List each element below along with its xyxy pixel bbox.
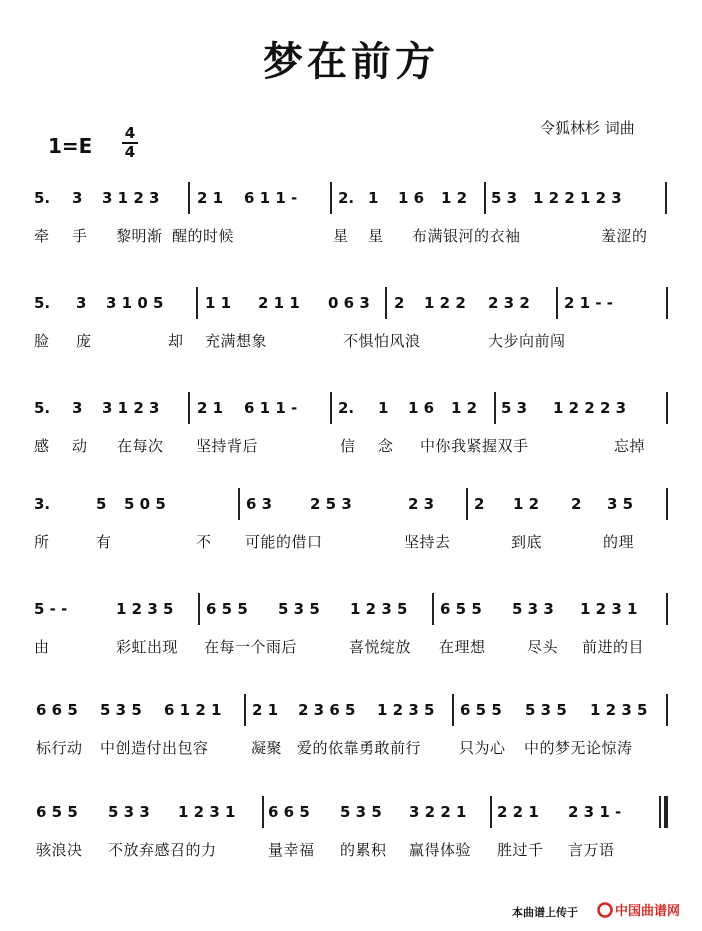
note-group: 1 1: [205, 294, 232, 312]
note-group: 5 3 5: [100, 701, 142, 719]
bar-line: [666, 593, 668, 625]
note-group: 5: [96, 495, 107, 513]
bar-line: [494, 392, 496, 424]
lyric: 信: [340, 437, 356, 455]
lyric: 尽头: [527, 638, 559, 656]
note-group: 3: [72, 189, 83, 207]
lyric: 中的梦无论惊涛: [524, 739, 633, 757]
lyric: 在每次: [117, 437, 164, 455]
note-group: 2: [571, 495, 582, 513]
note-group: 3 5: [607, 495, 634, 513]
lyric: 中你我紧握双手: [420, 437, 529, 455]
score-system-7: [0, 802, 702, 872]
lyric: 到底: [511, 533, 543, 551]
note-group: 6 1 2 1: [164, 701, 222, 719]
note-group: 2 1 - -: [564, 294, 613, 312]
lyric: 大步向前闯: [488, 332, 566, 350]
note-group: 5.: [34, 399, 51, 417]
lyric: 胜过千: [497, 841, 544, 859]
bar-line: [666, 287, 668, 319]
note-group: 3: [72, 399, 83, 417]
note-group: 1: [368, 189, 379, 207]
site-logo-mark: [597, 900, 689, 920]
lyric: 标行动: [36, 739, 83, 757]
lyric: 前进的目: [582, 638, 645, 656]
lyrics-line: [0, 331, 702, 353]
final-bar-line-thick: [664, 796, 668, 828]
note-group: 5 3 3: [108, 803, 150, 821]
lyric: 手: [72, 227, 88, 245]
note-group: 5 3 3: [512, 600, 554, 618]
lyric: 由: [34, 638, 50, 656]
note-group: 2 3 2: [488, 294, 530, 312]
time-signature: [122, 126, 138, 160]
lyric: 中创造付出包容: [100, 739, 209, 757]
site-logo: [597, 900, 689, 920]
lyrics-line: [0, 532, 702, 554]
note-group: 3 2 2 1: [409, 803, 467, 821]
note-group: 0 6 3: [328, 294, 370, 312]
lyric: 可能的借口: [245, 533, 323, 551]
score-system-1: [0, 188, 702, 258]
composer-credit: 令狐林杉 词曲: [540, 119, 635, 137]
note-group: 5.: [34, 189, 51, 207]
notes-line: [0, 700, 702, 728]
note-group: 2 1: [252, 701, 279, 719]
lyric: 言万语: [568, 841, 615, 859]
lyric: 有: [96, 533, 112, 551]
bar-line: [262, 796, 264, 828]
upload-note: 本曲谱上传于: [512, 906, 578, 919]
lyrics-line: [0, 436, 702, 458]
score-system-6: [0, 700, 702, 770]
bar-line: [452, 694, 454, 726]
note-group: 2 1: [197, 189, 224, 207]
note-group: 3 1 2 3: [102, 399, 160, 417]
lyric: 感: [34, 437, 50, 455]
lyric: 忘掉: [614, 437, 646, 455]
lyric: 念: [378, 437, 394, 455]
lyric: 羞涩的: [601, 227, 648, 245]
bar-line: [665, 182, 667, 214]
note-group: 6 5 5: [36, 803, 78, 821]
note-group: 1 2 3 1: [580, 600, 638, 618]
score-system-5: [0, 599, 702, 669]
lyric: 凝聚: [251, 739, 283, 757]
note-group: 2 3 1 -: [568, 803, 622, 821]
lyric: 所: [34, 533, 50, 551]
lyrics-line: [0, 226, 702, 248]
lyric: 却: [168, 332, 184, 350]
note-group: 6 1 1 -: [244, 399, 298, 417]
note-group: 1 2 3 5: [350, 600, 408, 618]
notes-line: [0, 494, 702, 522]
lyric: 骇浪决: [36, 841, 83, 859]
note-group: 1 2 3 5: [377, 701, 435, 719]
note-group: 1 2 3 1: [178, 803, 236, 821]
bar-line: [385, 287, 387, 319]
lyric: 量幸福: [268, 841, 315, 859]
note-group: 2: [474, 495, 485, 513]
lyric: 不放弃感召的力: [108, 841, 217, 859]
note-group: 5 - -: [34, 600, 68, 618]
note-group: 3 1 0 5: [106, 294, 164, 312]
time-signature-bottom: 4: [124, 143, 136, 161]
lyric: 喜悦绽放: [349, 638, 412, 656]
lyric: 赢得体验: [409, 841, 472, 859]
lyrics-line: [0, 840, 702, 862]
note-group: 1 2: [513, 495, 540, 513]
note-group: 6 5 5: [440, 600, 482, 618]
bar-line: [238, 488, 240, 520]
note-group: 2 1 1: [258, 294, 300, 312]
bar-line: [330, 182, 332, 214]
lyrics-line: [0, 738, 702, 760]
bar-line: [490, 796, 492, 828]
note-group: 1 2 3 5: [590, 701, 648, 719]
note-group: 2.: [338, 399, 355, 417]
bar-line: [432, 593, 434, 625]
notes-line: [0, 188, 702, 216]
notes-line: [0, 398, 702, 426]
score-system-3: [0, 398, 702, 468]
note-group: 6 3: [246, 495, 273, 513]
lyric: 在理想: [439, 638, 486, 656]
bar-line: [188, 182, 190, 214]
lyric: 牵: [34, 227, 50, 245]
lyric: 脸: [34, 332, 50, 350]
note-group: 2.: [338, 189, 355, 207]
bar-line: [196, 287, 198, 319]
note-group: 2: [394, 294, 405, 312]
note-group: 3 1 2 3: [102, 189, 160, 207]
bar-line: [198, 593, 200, 625]
note-group: 5 3 5: [525, 701, 567, 719]
key-signature: 1=E: [48, 134, 93, 158]
note-group: 1 2: [451, 399, 478, 417]
lyric: 坚持去: [404, 533, 451, 551]
note-group: 2 5 3: [310, 495, 352, 513]
note-group: 5 0 5: [124, 495, 166, 513]
site-name: 中国曲谱网: [615, 904, 681, 919]
lyric: 布满银河的衣袖: [412, 227, 521, 245]
lyric: 不: [196, 533, 212, 551]
lyric: 动: [72, 437, 88, 455]
bar-line: [666, 392, 668, 424]
notes-line: [0, 599, 702, 627]
lyric: 在每一个雨后: [204, 638, 298, 656]
lyric: 的累积: [340, 841, 387, 859]
time-signature-top: 4: [124, 124, 136, 142]
song-title: 梦在前方: [263, 39, 439, 85]
note-group: 5 3 5: [340, 803, 382, 821]
note-group: 2 1: [197, 399, 224, 417]
lyric: 星: [333, 227, 349, 245]
lyrics-line: [0, 637, 702, 659]
bar-line: [188, 392, 190, 424]
note-group: 6 5 5: [460, 701, 502, 719]
note-group: 3: [76, 294, 87, 312]
note-group: 1 2 3 5: [116, 600, 174, 618]
note-group: 6 6 5: [268, 803, 310, 821]
bar-line: [666, 694, 668, 726]
note-group: 6 6 5: [36, 701, 78, 719]
note-group: 1: [378, 399, 389, 417]
note-group: 2 3: [408, 495, 435, 513]
note-group: 6 1 1 -: [244, 189, 298, 207]
note-group: 5 3: [491, 189, 518, 207]
lyric: 不惧怕风浪: [343, 332, 421, 350]
score-system-4: [0, 494, 702, 564]
note-group: 5.: [34, 294, 51, 312]
bar-line: [484, 182, 486, 214]
lyric: 的理: [603, 533, 635, 551]
lyric: 黎明渐: [116, 227, 163, 245]
lyric: 醒的时候: [172, 227, 235, 245]
bar-line: [666, 488, 668, 520]
bar-line: [556, 287, 558, 319]
note-group: 1 6: [408, 399, 435, 417]
note-group: 3.: [34, 495, 51, 513]
lyric: 彩虹出现: [116, 638, 179, 656]
score-system-2: [0, 293, 702, 363]
notes-line: [0, 802, 702, 830]
bar-line: [244, 694, 246, 726]
lyric: 星: [368, 227, 384, 245]
notes-line: [0, 293, 702, 321]
note-group: 1 2 2: [424, 294, 466, 312]
note-group: 5 3: [501, 399, 528, 417]
lyric: 庞: [76, 332, 92, 350]
lyric: 爱的依靠勇敢前行: [297, 739, 422, 757]
final-bar-line-thin: [659, 796, 661, 828]
note-group: 1 6: [398, 189, 425, 207]
lyric: 充满想象: [205, 332, 268, 350]
lyric: 只为心: [459, 739, 506, 757]
note-group: 2 2 1: [497, 803, 539, 821]
bar-line: [466, 488, 468, 520]
lyric: 坚持背后: [196, 437, 259, 455]
bar-line: [330, 392, 332, 424]
note-group: 6 5 5: [206, 600, 248, 618]
note-group: 1 2: [441, 189, 468, 207]
note-group: 1 2 2 2 3: [553, 399, 627, 417]
note-group: 1 2 2 1 2 3: [533, 189, 622, 207]
note-group: 2 3 6 5: [298, 701, 356, 719]
note-group: 5 3 5: [278, 600, 320, 618]
